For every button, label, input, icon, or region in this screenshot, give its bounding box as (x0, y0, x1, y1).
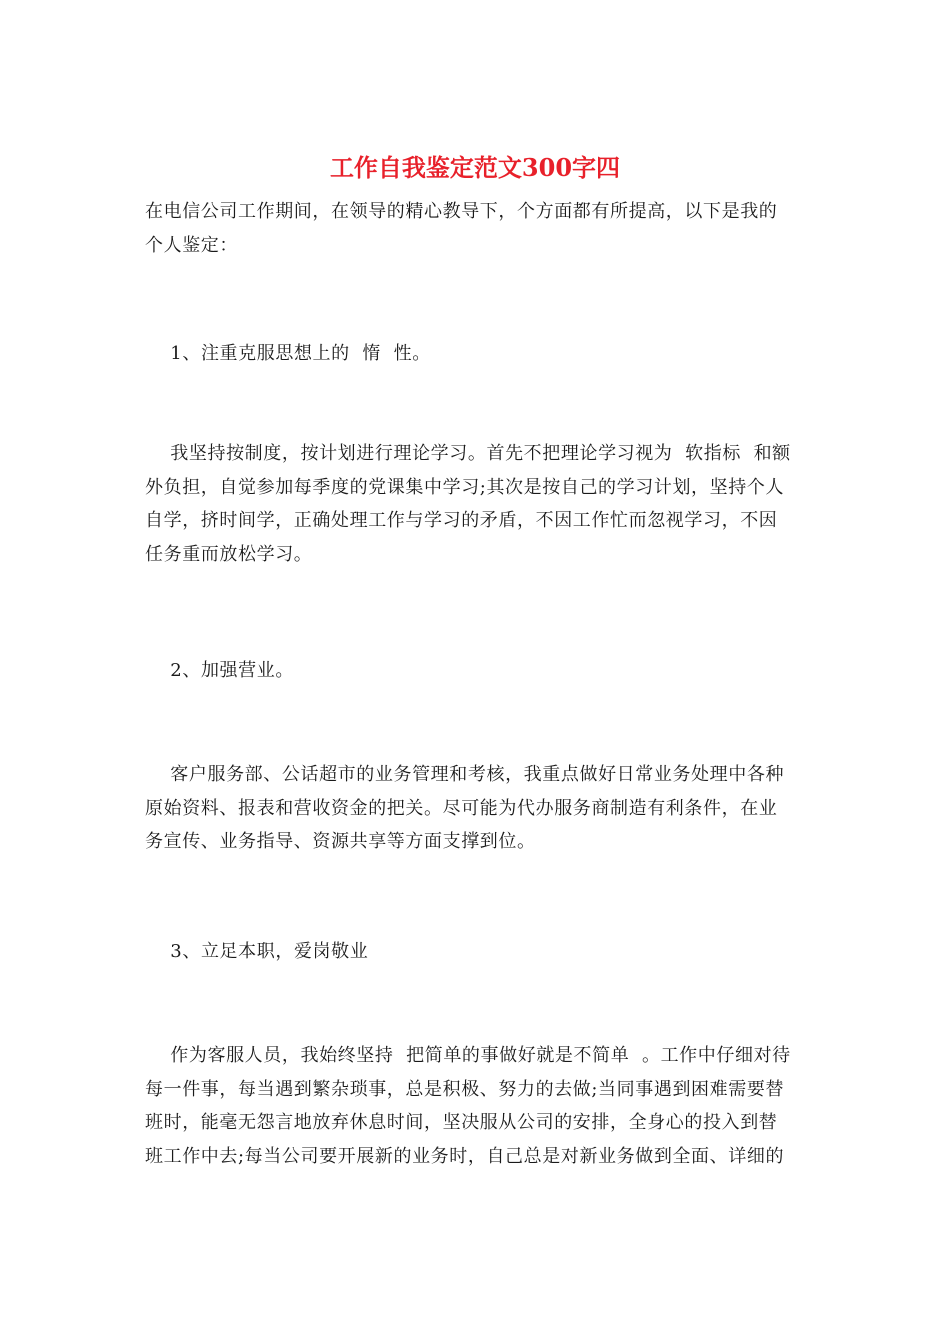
section-3-heading (145, 935, 810, 969)
intro-paragraph (145, 195, 810, 262)
text-line: 在电信公司工作期间，在领导的精心教导下，个方面都有所提高，以下是我的 (145, 201, 778, 222)
text-line: 每一件事，每当遇到繁杂琐事，总是积极、努力的去做;当同事遇到困难需要替 (145, 1078, 785, 1100)
section-2-body (145, 758, 810, 859)
text-line: 客户服务部、公话超市的业务管理和考核，我重点做好日常业务处理中各种 (145, 764, 785, 785)
text-line: 3、立足本职，爱岗敬业 (145, 941, 369, 962)
text-line: 班工作中去;每当公司要开展新的业务时，自己总是对新业务做到全面、详细的 (145, 1145, 785, 1167)
section-1-heading (145, 337, 810, 371)
document-title: 工作自我鉴定范文300字四 (329, 153, 621, 182)
text-line: 自学，挤时间学，正确处理工作与学习的矛盾，不因工作忙而忽视学习，不因 (145, 510, 778, 531)
section-3-body (145, 1039, 810, 1173)
text-line: 班时，能毫无怨言地放弃休息时间，坚决服从公司的安排，全身心的投入到替 (145, 1112, 778, 1133)
text-line: 1、注重克服思想上的 惰 性。 (145, 343, 431, 364)
text-line: 务宣传、业务指导、资源共享等方面支撑到位。 (145, 831, 536, 852)
text-line: 外负担，自觉参加每季度的党课集中学习;其次是按自己的学习计划，坚持个人 (145, 476, 785, 498)
text-line: 任务重而放松学习。 (145, 543, 313, 565)
text-line: 个人鉴定： (145, 234, 238, 256)
text-line: 作为客服人员，我始终坚持 把简单的事做好就是不简单 。工作中仔细对待 (145, 1045, 791, 1066)
text-line: 我坚持按制度，按计划进行理论学习。首先不把理论学习视为 软指标 和额 (145, 443, 791, 464)
text-line: 2、加强营业。 (145, 660, 294, 681)
section-2-heading (145, 654, 810, 688)
text-line: 原始资料、报表和营收资金的把关。尽可能为代办服务商制造有利条件，在业 (145, 797, 778, 819)
section-1-body (145, 437, 810, 571)
